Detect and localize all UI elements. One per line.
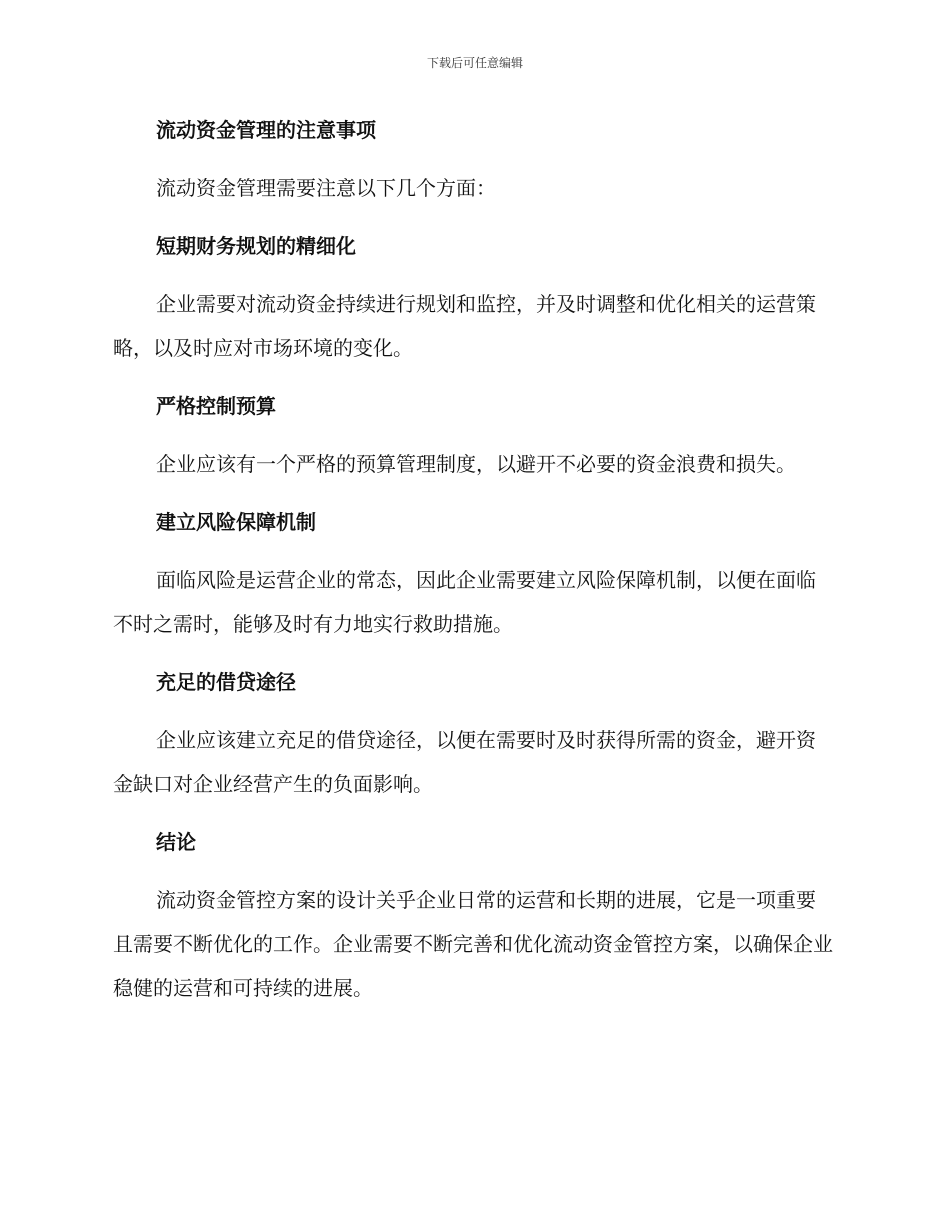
section-heading: 流动资金管理的注意事项: [156, 118, 376, 142]
document-body: [113, 108, 835, 1024]
paragraph: 企业应该建立充足的借贷途径，以便在需要时及时获得所需的资金，避开资金缺口对企业经营产生的负面影响。: [113, 728, 816, 796]
section-heading: 建立风险保障机制: [156, 510, 316, 534]
paragraph: 流动资金管理需要注意以下几个方面：: [156, 176, 496, 200]
paragraph: 流动资金管控方案的设计关乎企业日常的运营和长期的进展，它是一项重要且需要不断优化的工作。企业需要不断完善和优化流动资金管控方案，以确保企业稳健的运营和可持续的进展。: [113, 888, 833, 1000]
section-heading: 短期财务规划的精细化: [156, 234, 356, 258]
paragraph: 企业应该有一个严格的预算管理制度，以避开不必要的资金浪费和损失。: [156, 452, 796, 476]
paragraph: 面临风险是运营企业的常态，因此企业需要建立风险保障机制，以便在面临不时之需时，能够及时有力地实行救助措施。: [113, 568, 816, 636]
section-heading: 结论: [156, 830, 196, 854]
page-header: 下载后可任意编辑: [426, 56, 523, 70]
paragraph: 企业需要对流动资金持续进行规划和监控，并及时调整和优化相关的运营策略，以及时应对市场环境的变化。: [113, 292, 816, 360]
section-heading: 严格控制预算: [156, 394, 276, 418]
section-heading: 充足的借贷途径: [156, 670, 296, 694]
